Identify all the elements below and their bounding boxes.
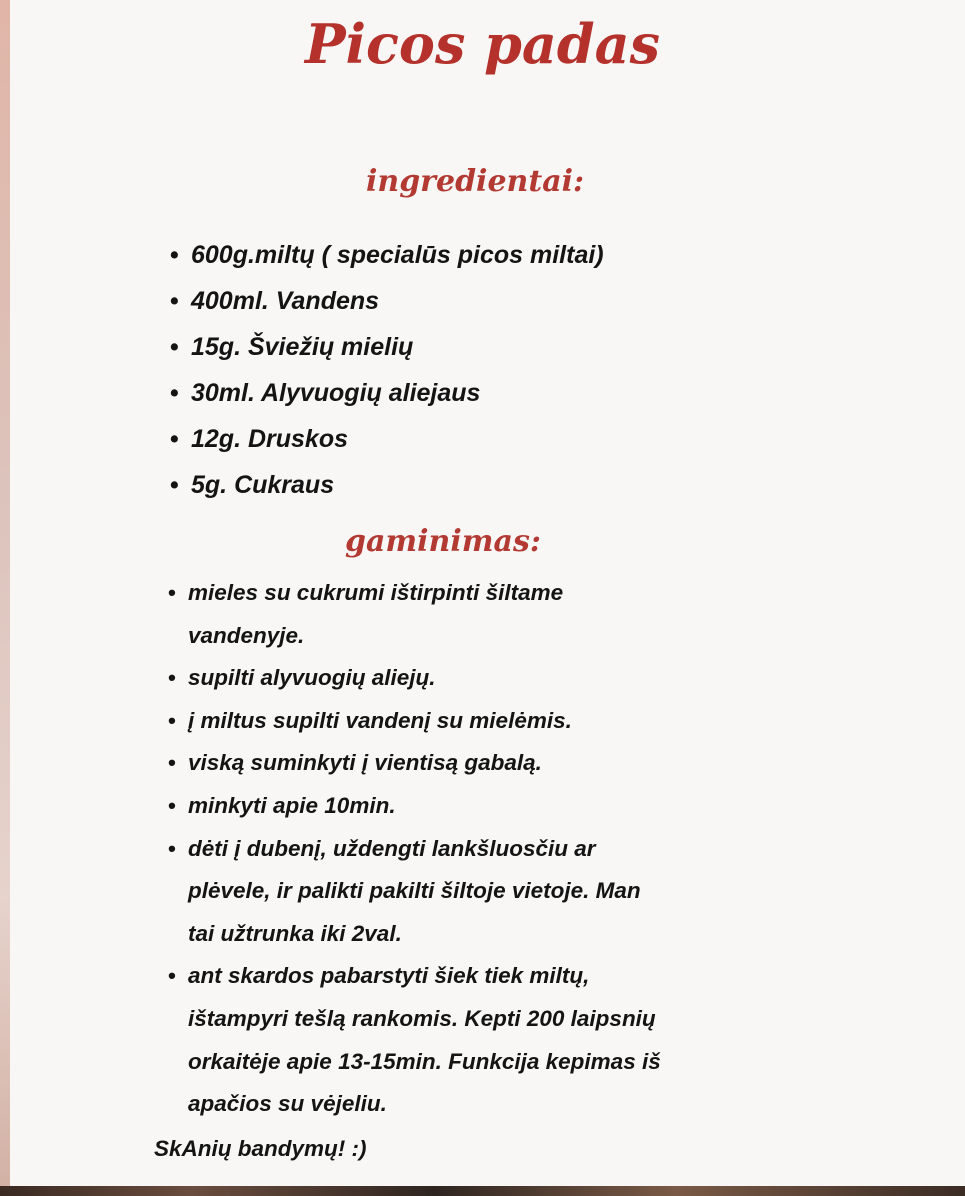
step-line: minkyti apie 10min. xyxy=(188,792,396,818)
step-item xyxy=(168,742,748,785)
step-line: orkaitėje apie 13-15min. Funkcija kepimas iš xyxy=(188,1048,661,1074)
bullet-icon: • xyxy=(168,580,176,605)
bullet-icon: • xyxy=(170,241,179,269)
step-item xyxy=(168,828,748,956)
preparation-steps-list xyxy=(168,572,748,1126)
ingredient-item: • 30ml. Alyvuogių aliejaus xyxy=(191,370,751,416)
bullet-icon: • xyxy=(170,425,179,453)
ingredient-item: • 600g.miltų ( specialūs picos miltai) xyxy=(191,232,751,278)
bullet-icon: • xyxy=(168,835,176,861)
ingredient-item: • 400ml. Vandens xyxy=(191,278,751,324)
step-line: supilti alyvuogių aliejų. xyxy=(188,665,436,691)
step-item xyxy=(168,955,748,1125)
bullet-icon: • xyxy=(170,287,179,315)
bullet-icon: • xyxy=(170,471,179,499)
bullet-icon: • xyxy=(168,963,176,989)
bullet-icon: • xyxy=(170,379,179,407)
step-line: ištampyri tešlą rankomis. Kepti 200 laipsnių xyxy=(188,1005,656,1031)
step-item xyxy=(168,785,748,828)
ingredient-item: • 12g. Druskos xyxy=(191,416,751,462)
recipe-card xyxy=(10,0,965,1186)
step-line: plėvele, ir palikti pakilti šiltoje vietoje. Man xyxy=(188,878,641,904)
step-line: mieles su cukrumi ištirpinti šiltame xyxy=(188,580,564,605)
bullet-icon: • xyxy=(170,333,179,361)
recipe-title: Picos padas xyxy=(304,12,661,76)
bullet-icon: • xyxy=(168,665,176,691)
step-line: viską suminkyti į vientisą gabalą. xyxy=(188,750,542,776)
ingredient-item: • 15g. Šviežių mielių xyxy=(191,324,751,370)
step-item xyxy=(168,572,748,657)
closing-message: SkAnių bandymų! :) xyxy=(154,1136,367,1161)
step-line: tai užtrunka iki 2val. xyxy=(188,920,402,946)
ingredients-heading: ingredientai: xyxy=(366,164,585,199)
step-line: vandenyje. xyxy=(188,622,305,648)
preparation-heading: gaminimas: xyxy=(345,524,541,559)
step-item xyxy=(168,700,748,743)
step-line: ant skardos pabarstyti šiek tiek miltų, xyxy=(188,963,590,989)
bullet-icon: • xyxy=(168,707,176,733)
ingredients-list xyxy=(170,232,751,508)
step-item xyxy=(168,657,748,700)
step-line: apačios su vėjeliu. xyxy=(188,1091,387,1117)
bottom-edge-photo-strip xyxy=(0,1186,965,1196)
bullet-icon: • xyxy=(168,792,176,818)
left-edge-photo-strip xyxy=(0,0,10,1196)
step-line: dėti į dubenį, uždengti lankšluosčiu ar xyxy=(188,835,596,861)
bullet-icon: • xyxy=(168,750,176,776)
ingredient-item: • 5g. Cukraus xyxy=(191,462,751,508)
step-line: į miltus supilti vandenį su mielėmis. xyxy=(188,707,572,733)
